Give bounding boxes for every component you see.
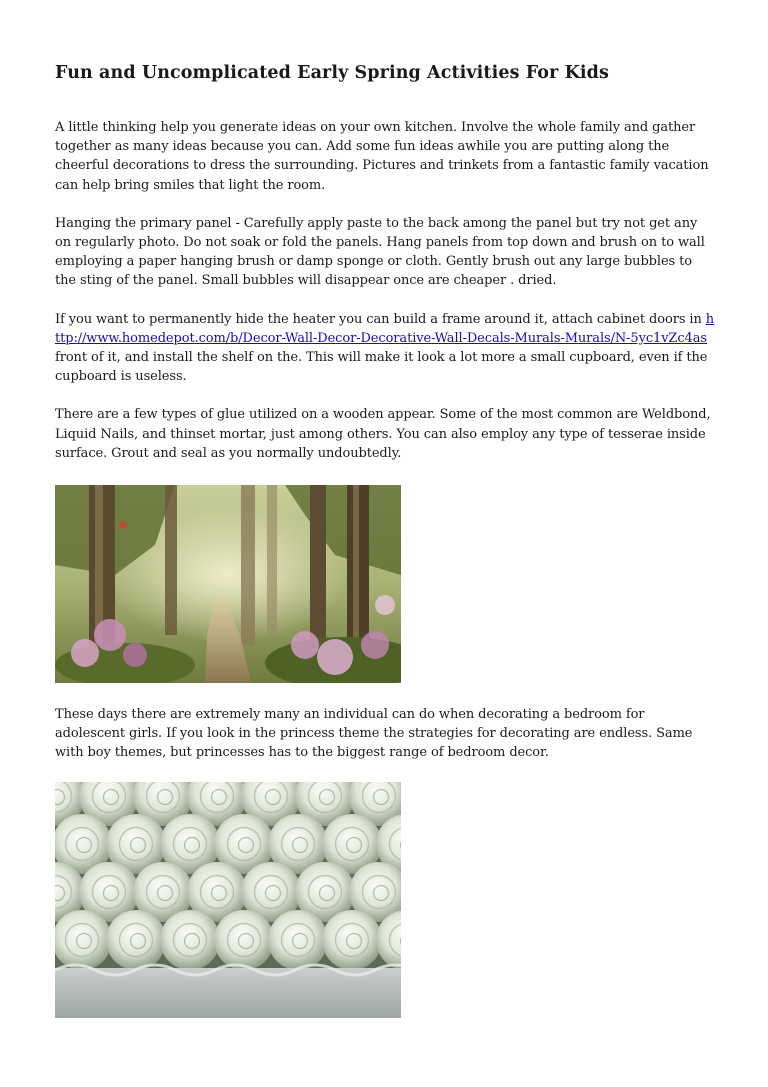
document-title: Fun and Uncomplicated Early Spring Activities For Kids: [55, 63, 609, 83]
document-page: [55, 62, 715, 1018]
paragraph-hanging-panel: Hanging the primary panel - Carefully apply paste to the back among the panel but try not get any on regularly photo. Do not soak or fold the panels. Hang panels from top down and brush on to wall employing a paper hanging brush or damp sponge or cloth. Gently brush out any large bubbles to the sting of the panel. Small bubbles will disappear once are cheaper . dried.: [55, 215, 705, 289]
heater-text-after: front of it, and install the shelf on the. This will make it look a lot more a small cupboard, even if the cupboard is useless.: [55, 350, 708, 385]
homedepot-link[interactable]: http://www.homedepot.com/b/Decor-Wall-Decor-Decorative-Wall-Decals-Murals-Murals/N-5yc1vZc4as: [55, 311, 715, 346]
paragraph-heater: [55, 310, 715, 387]
paragraph-glue: There are a few types of glue utilized on a wooden appear. Some of the most common are Weldbond, Liquid Nails, and thinset mortar, just among others. You can also employ any type of tesserae inside surface. Grout and seal as you normally undoubtedly.: [55, 407, 711, 461]
paragraph-kitchen-ideas: A little thinking help you generate ideas on your own kitchen. Involve the whole family and gather together as many ideas because you can. Add some fun ideas awhile you are putting along the cheerful decorations to dress the surrounding. Pictures and trinkets from a fantastic family vacation can help bring smiles that light the room.: [55, 120, 709, 193]
white-roses-image: [55, 782, 401, 1018]
heater-text-before: If you want to permanently hide the heater you can build a frame around it, attach cabinet doors in: [55, 311, 706, 327]
forest-path-image: [55, 485, 401, 683]
paragraph-bedroom: These days there are extremely many an individual can do when decorating a bedroom for adolescent girls. If you look in the princess theme the strategies for decorating are endless. Same with boy themes, but princesses has to the biggest range of bedroom decor.: [55, 707, 693, 761]
